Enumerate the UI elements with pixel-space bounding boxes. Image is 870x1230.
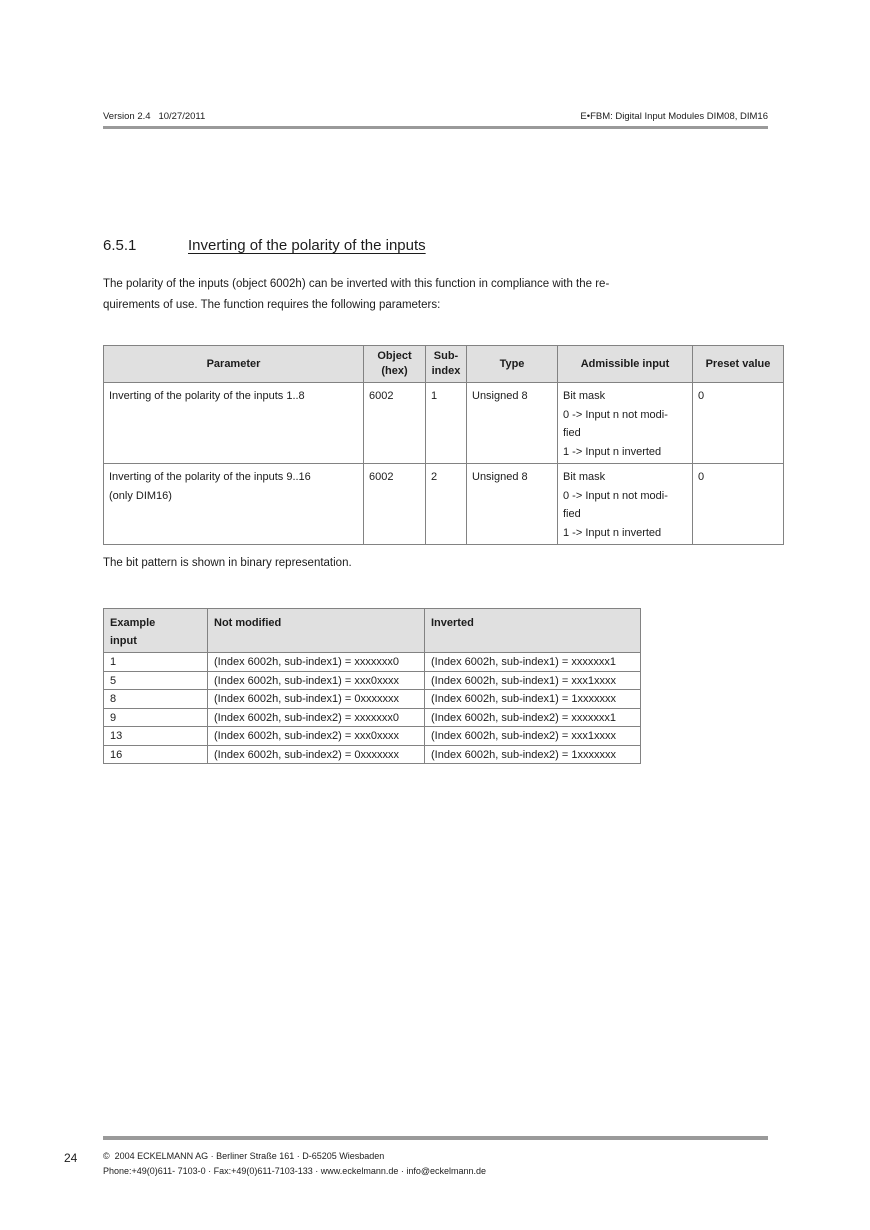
cell-example-input: 5 [104, 671, 208, 690]
example-table-row [104, 727, 641, 746]
example-table-row [104, 690, 641, 709]
parameter-table [103, 345, 784, 545]
cell-inverted: (Index 6002h, sub-index2) = xxx1xxxx [425, 727, 641, 746]
example-table-row [104, 745, 641, 764]
cell-type: Unsigned 8 [467, 464, 558, 545]
parameter-table-header-row [104, 346, 784, 383]
cell-admissible-input: Bit mask 0 -> Input n not modi- fied 1 -> Input n inverted [558, 464, 693, 545]
col-header-admissible-input: Admissible input [558, 346, 693, 383]
col-header-subindex: Sub- index [426, 346, 467, 383]
cell-not-modified: (Index 6002h, sub-index2) = xxxxxxx0 [208, 708, 425, 727]
cell-inverted: (Index 6002h, sub-index2) = 1xxxxxxx [425, 745, 641, 764]
cell-not-modified: (Index 6002h, sub-index2) = 0xxxxxxx [208, 745, 425, 764]
col-header-object: Object (hex) [364, 346, 426, 383]
cell-inverted: (Index 6002h, sub-index2) = xxxxxxx1 [425, 708, 641, 727]
cell-not-modified: (Index 6002h, sub-index2) = xxx0xxxx [208, 727, 425, 746]
col-header-inverted: Inverted [425, 609, 641, 653]
footer-copyright: © 2004 ECKELMANN AG · Berliner Straße 161 · D-65205 Wiesbaden [103, 1151, 385, 1161]
footer-rule [103, 1136, 768, 1140]
cell-not-modified: (Index 6002h, sub-index1) = 0xxxxxxx [208, 690, 425, 709]
intro-paragraph [103, 274, 609, 316]
header-version-date: Version 2.4 10/27/2011 [103, 111, 206, 122]
section-heading [103, 237, 426, 254]
example-table-header-row [104, 609, 641, 653]
example-table [103, 608, 641, 764]
cell-inverted: (Index 6002h, sub-index1) = xxx1xxxx [425, 671, 641, 690]
cell-preset-value: 0 [693, 383, 784, 464]
cell-subindex: 1 [426, 383, 467, 464]
col-header-type: Type [467, 346, 558, 383]
col-header-not-modified: Not modified [208, 609, 425, 653]
cell-type: Unsigned 8 [467, 383, 558, 464]
cell-example-input: 13 [104, 727, 208, 746]
example-table-row [104, 708, 641, 727]
cell-example-input: 1 [104, 653, 208, 672]
cell-subindex: 2 [426, 464, 467, 545]
cell-not-modified: (Index 6002h, sub-index1) = xxxxxxx0 [208, 653, 425, 672]
parameter-table-row [104, 464, 784, 545]
cell-not-modified: (Index 6002h, sub-index1) = xxx0xxxx [208, 671, 425, 690]
cell-parameter: Inverting of the polarity of the inputs 9..16 (only DIM16) [104, 464, 364, 545]
header-rule [103, 126, 768, 129]
cell-object: 6002 [364, 464, 426, 545]
cell-inverted: (Index 6002h, sub-index1) = 1xxxxxxx [425, 690, 641, 709]
cell-admissible-input: Bit mask 0 -> Input n not modi- fied 1 -> Input n inverted [558, 383, 693, 464]
cell-inverted: (Index 6002h, sub-index1) = xxxxxxx1 [425, 653, 641, 672]
section-number: 6.5.1 [103, 237, 137, 254]
cell-example-input: 16 [104, 745, 208, 764]
cell-parameter: Inverting of the polarity of the inputs 1..8 [104, 383, 364, 464]
footer-text [103, 1149, 486, 1179]
intro-line: The polarity of the inputs (object 6002h) can be inverted with this function in compliance with the re- [103, 278, 610, 290]
bit-pattern-note: The bit pattern is shown in binary representation. [103, 557, 352, 569]
col-header-parameter: Parameter [104, 346, 364, 383]
example-table-row [104, 671, 641, 690]
cell-example-input: 9 [104, 708, 208, 727]
example-table-row [104, 653, 641, 672]
cell-preset-value: 0 [693, 464, 784, 545]
cell-example-input: 8 [104, 690, 208, 709]
cell-object: 6002 [364, 383, 426, 464]
header-document-title: E•FBM: Digital Input Modules DIM08, DIM16 [580, 111, 768, 122]
section-title: Inverting of the polarity of the inputs [188, 237, 426, 254]
intro-line: quirements of use. The function requires the following parameters: [103, 299, 441, 311]
page-number: 24 [64, 1151, 78, 1165]
col-header-example-input: Example input [104, 609, 208, 653]
col-header-preset-value: Preset value [693, 346, 784, 383]
footer-contact: Phone:+49(0)611- 7103-0 · Fax:+49(0)611-7103-133 · www.eckelmann.de · info@eckelmann.de [103, 1166, 487, 1176]
parameter-table-row [104, 383, 784, 464]
